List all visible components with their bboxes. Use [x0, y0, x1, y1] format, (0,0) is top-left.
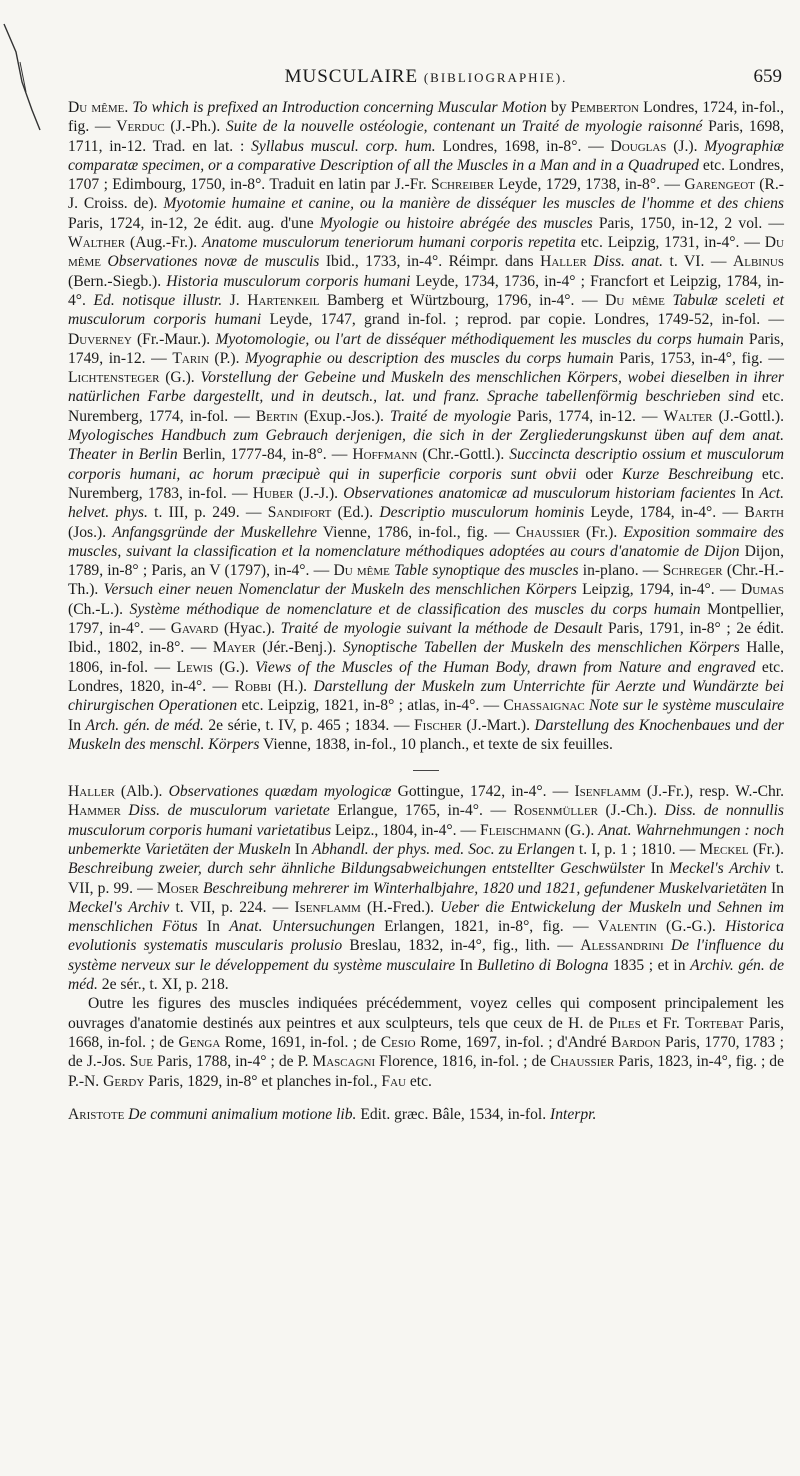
paragraph-text: [68, 782, 784, 994]
citation-text: (G.).: [212, 658, 256, 676]
work-title: Descriptio musculorum hominis: [379, 504, 585, 522]
paragraph-text: [68, 98, 784, 754]
work-title: Syllabus muscul. corp. hum.: [251, 137, 436, 155]
work-title: Anat. Untersuchungen: [229, 918, 375, 936]
author-name: Tarin: [172, 349, 209, 367]
author-name: Albinus: [732, 253, 784, 271]
work-title: Traité de myologie suivant la méthode de Desault: [280, 620, 603, 638]
citation-text: Paris, 1774, in-12. —: [511, 407, 664, 425]
citation-text: Leipz., 1804, in-4°. —: [331, 821, 481, 839]
citation-text: (Aug.-Fr.).: [125, 234, 203, 252]
author-name: Mascagni: [312, 1053, 376, 1071]
citation-text: etc. Nuremberg, 1783, in-fol. —: [68, 465, 784, 502]
work-title: Succincta descriptio ossium et musculorum corporis humani, ac horum præcipuè qui in superficie corporis sunt obvii: [68, 446, 784, 483]
citation-text: (J.-J.).: [293, 484, 344, 502]
citation-text: (J.-Ch.).: [597, 802, 665, 820]
citation-text: Rome, 1691, in-fol. ; de: [220, 1033, 381, 1051]
page-header: [68, 66, 784, 96]
author-name: Schreiber: [431, 176, 495, 194]
author-name: Valentin: [597, 918, 657, 936]
citation-text: (G.).: [560, 821, 599, 839]
author-name: Genga: [178, 1033, 221, 1051]
citation-text: In: [68, 716, 86, 734]
citation-text: in-plano. —: [578, 562, 663, 580]
citation-text: Gottingue, 1742, in-4°. —: [391, 783, 575, 801]
work-title: Observationes anatomicæ ad musculorum historiam facientes: [343, 484, 736, 502]
work-title: Exposition sommaire des muscles, suivant la classification et la nomenclature méthodiques adoptées au cours d'anatomie de Dijon: [68, 523, 784, 560]
author-name: Aristote: [68, 1105, 125, 1123]
work-title: Ed. notisque illustr.: [93, 291, 223, 309]
citation-text: Paris, 1750, in-12, 2 vol. —: [592, 214, 784, 232]
author-name: Sandifort: [267, 504, 332, 522]
author-name: Haller: [68, 783, 115, 801]
author-name: Lichtensteger: [68, 369, 160, 387]
author-name: Du même.: [68, 99, 129, 116]
document-page: [68, 66, 784, 1124]
citation-text: 2e sér., t. XI, p. 218.: [97, 976, 229, 994]
citation-text: Vienne, 1838, in-fol., 10 planch., et texte de six feuilles.: [259, 735, 613, 753]
citation-text: Paris, 1791, in-8° ; 2e édit. Ibid., 1802, in-8°. —: [68, 620, 784, 657]
author-name: Sue: [129, 1053, 154, 1071]
citation-text: Dijon, 1789, in-8° ; Paris, an V (1797), in-4°. —: [68, 542, 785, 580]
author-name: Du même: [68, 234, 784, 271]
bibliography-paragraph-4: [68, 1105, 784, 1124]
work-title: Anat. Wahrnehmungen : noch unbemerkte Varietäten der Muskeln: [68, 821, 784, 858]
citation-text: Ibid., 1733, in-4°. Réimpr. dans: [319, 253, 541, 271]
work-title: Darstellung der Muskeln zum Unterrichte für Aerzte und Wundärzte bei chirurgischen Operationen: [68, 677, 784, 715]
author-name: Tortebat: [685, 1014, 744, 1032]
citation-text: Leipzig, 1794, in-4°. —: [576, 581, 741, 599]
citation-text: Edit. græc. Bâle, 1534, in-fol.: [356, 1105, 551, 1123]
paragraph-text: [68, 1105, 784, 1124]
author-name: Hammer: [68, 802, 121, 820]
citation-text: oder: [576, 465, 622, 483]
citation-text: Paris, 1753, in-4°, fig. —: [613, 349, 784, 367]
citation-text: (P.).: [208, 349, 246, 367]
work-title: Kurze Beschreibung: [621, 465, 754, 483]
citation-text: t. I, p. 1 ; 1810. —: [574, 840, 700, 858]
citation-text: (Exup.-Jos.).: [297, 407, 390, 425]
citation-text: (R.-J. Croiss. de).: [68, 176, 784, 213]
citation-text: (J.-Ph.).: [164, 118, 226, 136]
author-name: Fleischmann: [480, 821, 561, 839]
citation-text: Leyde, 1784, in-4°. —: [584, 504, 745, 522]
bibliography-paragraph-3: [68, 994, 784, 1090]
citation-text: (H.-Fred.).: [360, 898, 441, 916]
citation-text: Breslau, 1832, in-4°, fig., lith. —: [342, 937, 581, 955]
citation-text: (Ed.).: [331, 504, 380, 522]
work-title: Darstellung des Knochenbaues und der Muskeln des menschl. Körpers: [68, 716, 785, 753]
citation-text: Paris, 1823, in-4°, fig. ; de P.-N.: [68, 1053, 784, 1090]
author-name: Verduc: [116, 118, 165, 136]
citation-text: (Jos.).: [68, 523, 113, 541]
work-title: Interpr.: [550, 1105, 597, 1123]
work-title: Views of the Muscles of the Human Body, drawn from Nature and engraved: [255, 658, 756, 676]
citation-text: Leyde, 1734, 1736, in-4° ; Francfort et Leipzig, 1784, in-4°.: [68, 272, 784, 309]
citation-text: etc. Londres, 1820, in-4°. —: [68, 658, 784, 695]
author-name: Walther: [68, 234, 126, 252]
citation-text: (Ch.-L.).: [68, 600, 130, 618]
citation-text: [664, 937, 671, 954]
citation-text: Londres, 1724, in-fol., fig. —: [68, 99, 784, 136]
author-name: Fischer: [414, 716, 462, 734]
author-name: Bertin: [255, 407, 298, 425]
author-name: Moser: [156, 879, 199, 897]
author-name: Isenflamm: [294, 898, 361, 916]
page-number: 659: [753, 66, 782, 87]
citation-text: (G.).: [159, 369, 201, 387]
citation-text: (G.-G.).: [656, 918, 726, 936]
citation-text: In: [197, 918, 230, 936]
work-title: Observationes quædam myologicæ: [168, 783, 392, 801]
citation-text: Outre les figures des muscles indiquées précédemment, voyez celles qui composent principalement les ouvrages d'anatomie destinés aux peintres et aux sculpteurs, tels que ceux de H. de: [68, 995, 784, 1032]
citation-text: Berlin, 1777-84, in-8°. —: [177, 446, 353, 464]
citation-text: t. VII, p. 99. —: [68, 860, 784, 897]
work-title: Historica evolutionis systematis muscularis prolusio: [68, 918, 784, 955]
author-name: Bardon: [611, 1033, 661, 1051]
work-title: Meckel's Archiv: [669, 860, 771, 878]
author-name: Gerdy: [103, 1072, 145, 1090]
citation-text: (Chr.-Gottl.).: [417, 446, 510, 464]
author-name: Piles: [608, 1014, 641, 1032]
author-name: Lewis: [176, 658, 213, 676]
author-name: Walter: [663, 407, 713, 425]
work-title: Note sur le système musculaire: [589, 697, 785, 715]
citation-text: et Fr.: [640, 1014, 686, 1032]
citation-text: Montpellier, 1797, in-4°. —: [68, 600, 784, 638]
author-name: Meckel: [699, 840, 749, 858]
citation-text: In: [735, 484, 760, 502]
work-title: Beschreibung zweier, durch sehr ähnliche Bildungsabweichungen entstellter Geschwülster: [68, 860, 645, 878]
author-name: Haller: [540, 253, 587, 271]
citation-text: Londres, 1698, in-8°. —: [435, 137, 611, 155]
citation-text: by: [546, 99, 571, 116]
author-name: Chaussier: [515, 523, 580, 541]
citation-text: In: [290, 840, 312, 858]
citation-text: etc.: [405, 1072, 432, 1090]
work-title: Tabulæ sceleti et musculorum corporis humani: [68, 291, 785, 329]
author-name: Duverney: [68, 330, 132, 348]
citation-text: Leyde, 1747, grand in-fol. ; reprod. par copie. Londres, 1749-52, in-fol. —: [261, 311, 785, 329]
citation-text: (J.).: [666, 137, 705, 155]
citation-text: etc. Londres, 1707 ; Edimbourg, 1750, in-8°. Traduit en latin par J.-Fr.: [68, 156, 784, 194]
work-title: Myologisches Handbuch zum Gebrauch derjenigen, die sich in der Zergliederungskunst üben auf dem anat. Theater in Berlin: [68, 427, 784, 464]
author-name: Gavard: [170, 620, 219, 638]
author-name: Du même: [333, 562, 390, 580]
author-name: Garengeot: [684, 176, 755, 194]
citation-text: (Chr.-H.-Th.).: [68, 562, 784, 599]
work-title: De communi animalium motione lib.: [128, 1105, 357, 1123]
running-title: [68, 66, 784, 88]
author-name: Rosenmüller: [513, 802, 598, 820]
citation-text: (J.-Fr.), resp. W.-Chr.: [640, 783, 784, 801]
running-title-sub: (BIBLIOGRAPHIE).: [423, 70, 568, 85]
work-title: Historia musculorum corporis humani: [166, 272, 411, 290]
author-name: Dumas: [740, 581, 784, 599]
work-title: Diss. anat.: [593, 253, 664, 271]
work-title: Diss. de nonnullis musculorum corporis humani varietatibus: [68, 802, 784, 839]
author-name: Huber: [252, 484, 294, 502]
citation-text: Florence, 1816, in-fol. ; de: [375, 1053, 551, 1071]
citation-text: t. VII, p. 224. —: [169, 898, 295, 916]
work-title: Arch. gén. de méd.: [85, 716, 204, 734]
work-title: Myographiæ comparatæ specimen, or a comparative Description of all the Muscles in a Man and in a Quadruped: [68, 137, 784, 174]
citation-text: 1835 ; et in: [608, 956, 691, 974]
work-title: Anatome musculorum teneriorum humani corporis repetita: [202, 234, 576, 252]
work-title: Diss. de musculorum varietate: [128, 802, 330, 820]
citation-text: 2e série, t. IV, p. 465 ; 1834. —: [203, 716, 414, 734]
citation-text: (Hyac.).: [218, 620, 281, 638]
citation-text: (Fr.).: [748, 840, 785, 858]
work-title: Ueber die Entwickelung der Muskeln und Sehnen im menschlichen Fötus: [68, 898, 785, 936]
work-title: Myographie ou description des muscles du corps humain: [245, 349, 614, 367]
work-title: Myotomie humaine et canine, ou la manière de disséquer les muscles de l'homme et des chiens: [163, 195, 784, 213]
section-divider: [413, 770, 439, 771]
citation-text: (Alb.).: [114, 783, 169, 801]
citation-text: Halle, 1806, in-fol. —: [68, 639, 784, 676]
bibliography-paragraph-2: [68, 782, 784, 994]
citation-text: Rome, 1697, in-fol. ; d'André: [415, 1033, 611, 1051]
citation-text: (Jér.-Benj.).: [255, 639, 343, 657]
citation-text: Paris, 1829, in-8° et planches in-fol.,: [144, 1072, 382, 1090]
author-name: Schreger: [662, 562, 723, 580]
author-name: Douglas: [610, 137, 667, 155]
citation-text: In: [455, 956, 478, 974]
work-title: Myologie ou histoire abrégée des muscles: [319, 214, 593, 232]
citation-text: Leyde, 1729, 1738, in-8°. —: [494, 176, 685, 194]
citation-text: etc. Leipzig, 1731, in-4°. —: [575, 234, 765, 252]
work-title: Myotomologie, ou l'art de disséquer méthodiquement les muscles du corps humain: [215, 330, 744, 348]
author-name: Alessandrini: [580, 937, 664, 955]
author-name: Pemberton: [570, 99, 640, 116]
author-name: Barth: [744, 504, 784, 522]
bibliography-paragraph-1: [68, 98, 784, 754]
work-title: Versuch einer neuen Nomenclatur der Muskeln des menschlichen Körpers: [103, 581, 577, 599]
work-title: Archiv. gén. de méd.: [68, 956, 785, 994]
citation-text: Paris, 1698, 1711, in-12. Trad. en lat. :: [68, 118, 784, 155]
citation-text: Erlangue, 1765, in-4°. —: [329, 802, 514, 820]
citation-text: (Fr.).: [579, 523, 624, 541]
citation-text: J.: [222, 291, 248, 309]
citation-text: (Bern.-Siegb.).: [68, 272, 167, 290]
author-name: Cesio: [380, 1033, 416, 1051]
work-title: Bulletino di Bologna: [477, 956, 609, 974]
scan-margin-mark: [2, 22, 42, 132]
work-title: Synoptische Tabellen der Muskeln des menschlichen Körpers: [342, 639, 740, 657]
citation-text: Paris, 1749, in-12. —: [68, 330, 784, 367]
work-title: To which is prefixed an Introduction concerning Muscular Motion: [128, 99, 547, 116]
citation-text: t. VI. —: [663, 253, 733, 271]
citation-text: Paris, 1770, 1783 ; de J.-Jos.: [68, 1033, 784, 1071]
work-title: Act. helvet. phys.: [68, 484, 784, 522]
paragraph-text: [68, 994, 784, 1090]
citation-text: (J.-Gottl.).: [712, 407, 784, 425]
citation-text: t. III, p. 249. —: [147, 504, 268, 522]
citation-text: In: [766, 879, 785, 897]
citation-text: Erlangen, 1821, in-8°, fig. —: [374, 918, 598, 936]
author-name: Du même: [605, 291, 665, 309]
author-name: Isenflamm: [574, 783, 641, 801]
citation-text: Paris, 1788, in-4° ; de P.: [153, 1053, 313, 1071]
author-name: Hartenkeil: [247, 291, 320, 309]
work-title: De l'influence du système nerveux sur le développement du système musculaire: [68, 937, 784, 974]
work-title: Abhandl. der phys. med. Soc. zu Erlangen: [311, 840, 575, 858]
work-title: Anfangsgründe der Muskellehre: [112, 523, 318, 541]
citation-text: etc. Nuremberg, 1774, in-fol. —: [68, 388, 784, 425]
author-name: Chaussier: [550, 1053, 615, 1071]
citation-text: Vienne, 1786, in-fol., fig. —: [317, 523, 516, 541]
work-title: Système méthodique de nomenclature et de classification des muscles du corps humain: [129, 600, 701, 618]
work-title: Table synoptique des muscles: [394, 562, 579, 580]
citation-text: Paris, 1668, in-fol. ; de: [68, 1014, 785, 1051]
citation-text: (J.-Mart.).: [461, 716, 535, 734]
work-title: Beschreibung mehrerer im Winterhalbjahre, 1820 und 1821, gefundener Muskelvarietäten: [202, 879, 767, 897]
work-title: Traité de myologie: [389, 407, 512, 425]
running-title-main: MUSCULAIRE: [284, 66, 419, 87]
citation-text: (Fr.-Maur.).: [131, 330, 216, 348]
author-name: Fau: [381, 1072, 406, 1090]
citation-text: etc. Leipzig, 1821, in-8° ; atlas, in-4°. —: [237, 697, 504, 715]
author-name: Mayer: [212, 639, 256, 657]
author-name: Robbi: [234, 677, 272, 695]
citation-text: In: [644, 860, 670, 878]
citation-text: Paris, 1724, in-12, 2e édit. aug. d'une: [68, 214, 320, 232]
citation-text: Bamberg et Würtzbourg, 1796, in-4°. —: [319, 291, 606, 309]
work-title: Vorstellung der Gebeine und Muskeln des menschlichen Körpers, wobei dieselben in ihrer natürlichen Farbe dargestellt, und in deutsch., lat. und franz. Sprache tabellenförmig beschrieben sind: [68, 369, 784, 406]
author-name: Hoffmann: [352, 446, 418, 464]
citation-text: (H.).: [271, 677, 314, 695]
work-title: Suite de la nouvelle ostéologie, contenant un Traité de myologie raisonné: [225, 118, 703, 136]
work-title: Observationes novæ de musculis: [107, 253, 320, 271]
work-title: Meckel's Archiv: [68, 898, 170, 916]
author-name: Chassaignac: [503, 697, 585, 715]
